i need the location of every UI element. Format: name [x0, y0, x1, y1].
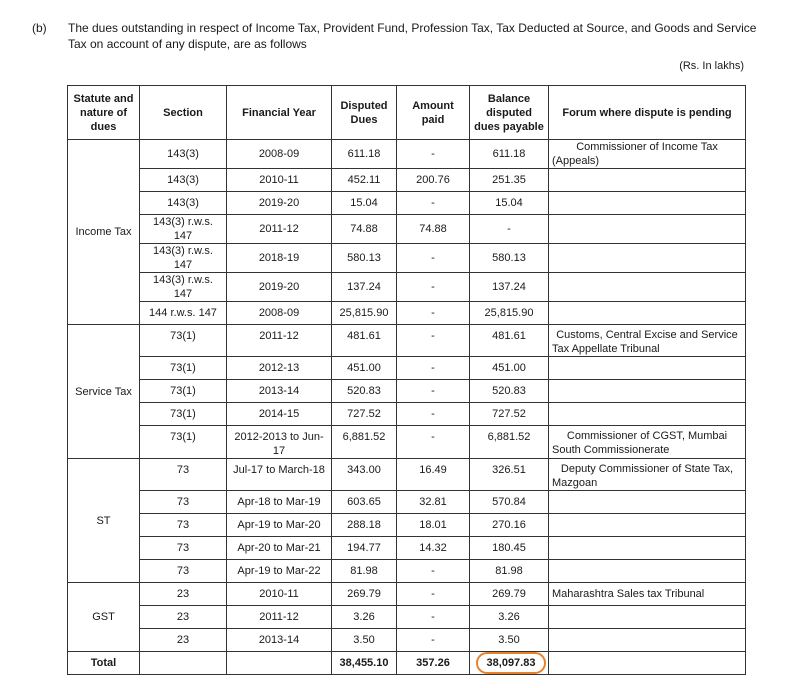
cell-forum: [549, 606, 746, 629]
cell-section: 73(1): [140, 357, 227, 380]
cell-paid: -: [397, 357, 470, 380]
table-row: [68, 192, 746, 215]
cell-disputed: 269.79: [332, 583, 397, 606]
cell-balance: 611.18: [470, 140, 549, 169]
total-empty-year: [227, 652, 332, 675]
cell-forum: [549, 302, 746, 325]
cell-year: 2013-14: [227, 629, 332, 652]
cell-year: 2012-2013 to Jun-17: [227, 426, 332, 459]
cell-balance: 481.61: [470, 325, 549, 357]
cell-disputed: 3.26: [332, 606, 397, 629]
table-row: [68, 491, 746, 514]
cell-paid: -: [397, 325, 470, 357]
cell-paid: -: [397, 244, 470, 273]
table-row: [68, 426, 746, 459]
cell-balance: 180.45: [470, 537, 549, 560]
group-gst: GST: [68, 583, 140, 652]
cell-section: 73: [140, 537, 227, 560]
cell-section: 73(1): [140, 426, 227, 459]
item-label: (b): [32, 21, 47, 35]
total-empty-forum: [549, 652, 746, 675]
cell-section: 143(3) r.w.s. 147: [140, 273, 227, 302]
cell-paid: 74.88: [397, 215, 470, 244]
cell-section: 73: [140, 459, 227, 491]
cell-section: 143(3): [140, 192, 227, 215]
cell-forum: [549, 244, 746, 273]
table-row: [68, 560, 746, 583]
cell-disputed: 520.83: [332, 380, 397, 403]
cell-balance: 270.16: [470, 514, 549, 537]
cell-disputed: 580.13: [332, 244, 397, 273]
intro-text: The dues outstanding in respect of Income Tax, Provident Fund, Profession Tax, Tax Deducted at Source, and Goods and Service Tax on account of any dispute, are as follows: [68, 21, 757, 51]
table-row: [68, 629, 746, 652]
cell-year: 2011-12: [227, 606, 332, 629]
total-disputed: 38,455.10: [332, 652, 397, 675]
table-row: [68, 459, 746, 491]
cell-paid: 16.49: [397, 459, 470, 491]
cell-balance: 3.50: [470, 629, 549, 652]
table-row: [68, 537, 746, 560]
header-forum: Forum where dispute is pending: [549, 86, 746, 140]
cell-disputed: 288.18: [332, 514, 397, 537]
table-row: [68, 403, 746, 426]
header-section: Section: [140, 86, 227, 140]
total-label: Total: [68, 652, 140, 675]
group-income-tax: Income Tax: [68, 140, 140, 325]
header-balance: Balance disputed dues payable: [470, 86, 549, 140]
cell-disputed: 137.24: [332, 273, 397, 302]
cell-disputed: 452.11: [332, 169, 397, 192]
cell-section: 73: [140, 560, 227, 583]
cell-disputed: 194.77: [332, 537, 397, 560]
cell-forum: Commissioner of CGST, Mumbai South Commissionerate: [549, 426, 746, 459]
cell-year: Apr-19 to Mar-22: [227, 560, 332, 583]
group-service-tax: Service Tax: [68, 325, 140, 459]
cell-section: 23: [140, 629, 227, 652]
cell-paid: 32.81: [397, 491, 470, 514]
cell-balance: 251.35: [470, 169, 549, 192]
table-row: [68, 357, 746, 380]
cell-section: 23: [140, 583, 227, 606]
cell-paid: -: [397, 302, 470, 325]
cell-section: 143(3) r.w.s. 147: [140, 244, 227, 273]
cell-paid: 14.32: [397, 537, 470, 560]
cell-forum: [549, 403, 746, 426]
header-statute: Statute and nature of dues: [68, 86, 140, 140]
cell-balance: 451.00: [470, 357, 549, 380]
cell-year: 2012-13: [227, 357, 332, 380]
cell-year: 2019-20: [227, 273, 332, 302]
cell-balance: 727.52: [470, 403, 549, 426]
cell-disputed: 481.61: [332, 325, 397, 357]
header-financial-year: Financial Year: [227, 86, 332, 140]
cell-forum: [549, 537, 746, 560]
cell-year: 2010-11: [227, 583, 332, 606]
cell-year: 2010-11: [227, 169, 332, 192]
table-row: [68, 380, 746, 403]
cell-balance: 269.79: [470, 583, 549, 606]
disputed-dues-table: [67, 85, 746, 675]
header-amount-paid: Amount paid: [397, 86, 470, 140]
cell-disputed: 343.00: [332, 459, 397, 491]
table-row: [68, 244, 746, 273]
cell-balance: 6,881.52: [470, 426, 549, 459]
table-row: [68, 606, 746, 629]
cell-balance: 520.83: [470, 380, 549, 403]
cell-section: 23: [140, 606, 227, 629]
cell-paid: 18.01: [397, 514, 470, 537]
cell-paid: -: [397, 560, 470, 583]
cell-year: 2011-12: [227, 325, 332, 357]
cell-disputed: 81.98: [332, 560, 397, 583]
table-row: [68, 514, 746, 537]
cell-forum: [549, 357, 746, 380]
cell-section: 73(1): [140, 380, 227, 403]
table-row: [68, 302, 746, 325]
cell-paid: -: [397, 606, 470, 629]
cell-year: 2008-09: [227, 140, 332, 169]
cell-paid: 200.76: [397, 169, 470, 192]
cell-forum: [549, 380, 746, 403]
cell-section: 143(3) r.w.s. 147: [140, 215, 227, 244]
total-row: [68, 652, 746, 675]
cell-balance: 570.84: [470, 491, 549, 514]
cell-year: Jul-17 to March-18: [227, 459, 332, 491]
cell-year: 2008-09: [227, 302, 332, 325]
cell-balance: 137.24: [470, 273, 549, 302]
cell-year: 2019-20: [227, 192, 332, 215]
cell-disputed: 727.52: [332, 403, 397, 426]
cell-year: 2011-12: [227, 215, 332, 244]
table-row: [68, 215, 746, 244]
cell-section: 143(3): [140, 169, 227, 192]
cell-disputed: 3.50: [332, 629, 397, 652]
table-row: [68, 169, 746, 192]
group-st: ST: [68, 459, 140, 583]
cell-forum: Deputy Commissioner of State Tax, Mazgoan: [549, 459, 746, 491]
header-disputed-dues: Disputed Dues: [332, 86, 397, 140]
cell-disputed: 6,881.52: [332, 426, 397, 459]
cell-section: 143(3): [140, 140, 227, 169]
cell-paid: -: [397, 380, 470, 403]
cell-paid: -: [397, 583, 470, 606]
total-balance-highlight: 38,097.83: [476, 652, 547, 674]
cell-balance: 3.26: [470, 606, 549, 629]
cell-paid: -: [397, 426, 470, 459]
units-note: (Rs. In lakhs): [679, 60, 744, 72]
cell-year: 2014-15: [227, 403, 332, 426]
total-paid: 357.26: [397, 652, 470, 675]
cell-forum: [549, 169, 746, 192]
cell-paid: -: [397, 140, 470, 169]
total-empty-section: [140, 652, 227, 675]
cell-disputed: 451.00: [332, 357, 397, 380]
cell-paid: -: [397, 403, 470, 426]
cell-disputed: 74.88: [332, 215, 397, 244]
cell-section: 73(1): [140, 403, 227, 426]
table-row: [68, 273, 746, 302]
table-row: [68, 140, 746, 169]
cell-balance: -: [470, 215, 549, 244]
cell-disputed: 603.65: [332, 491, 397, 514]
cell-section: 73(1): [140, 325, 227, 357]
cell-section: 73: [140, 514, 227, 537]
cell-year: Apr-20 to Mar-21: [227, 537, 332, 560]
cell-balance: 25,815.90: [470, 302, 549, 325]
cell-year: 2013-14: [227, 380, 332, 403]
cell-balance: 326.51: [470, 459, 549, 491]
cell-paid: -: [397, 192, 470, 215]
cell-forum: Customs, Central Excise and Service Tax Appellate Tribunal: [549, 325, 746, 357]
table-row: [68, 583, 746, 606]
cell-forum: [549, 215, 746, 244]
cell-forum: Commissioner of Income Tax (Appeals): [549, 140, 746, 169]
cell-disputed: 611.18: [332, 140, 397, 169]
table-row: [68, 325, 746, 357]
total-balance-cell: [470, 652, 549, 675]
cell-disputed: 15.04: [332, 192, 397, 215]
cell-forum: [549, 491, 746, 514]
table-header-row: [68, 86, 746, 140]
cell-balance: 15.04: [470, 192, 549, 215]
cell-paid: -: [397, 273, 470, 302]
cell-section: 144 r.w.s. 147: [140, 302, 227, 325]
cell-balance: 81.98: [470, 560, 549, 583]
cell-paid: -: [397, 629, 470, 652]
cell-forum: Maharashtra Sales tax Tribunal: [549, 583, 746, 606]
cell-disputed: 25,815.90: [332, 302, 397, 325]
cell-section: 73: [140, 491, 227, 514]
cell-year: Apr-18 to Mar-19: [227, 491, 332, 514]
cell-forum: [549, 560, 746, 583]
cell-forum: [549, 629, 746, 652]
cell-forum: [549, 514, 746, 537]
cell-forum: [549, 192, 746, 215]
cell-balance: 580.13: [470, 244, 549, 273]
cell-year: Apr-19 to Mar-20: [227, 514, 332, 537]
cell-forum: [549, 273, 746, 302]
cell-year: 2018-19: [227, 244, 332, 273]
